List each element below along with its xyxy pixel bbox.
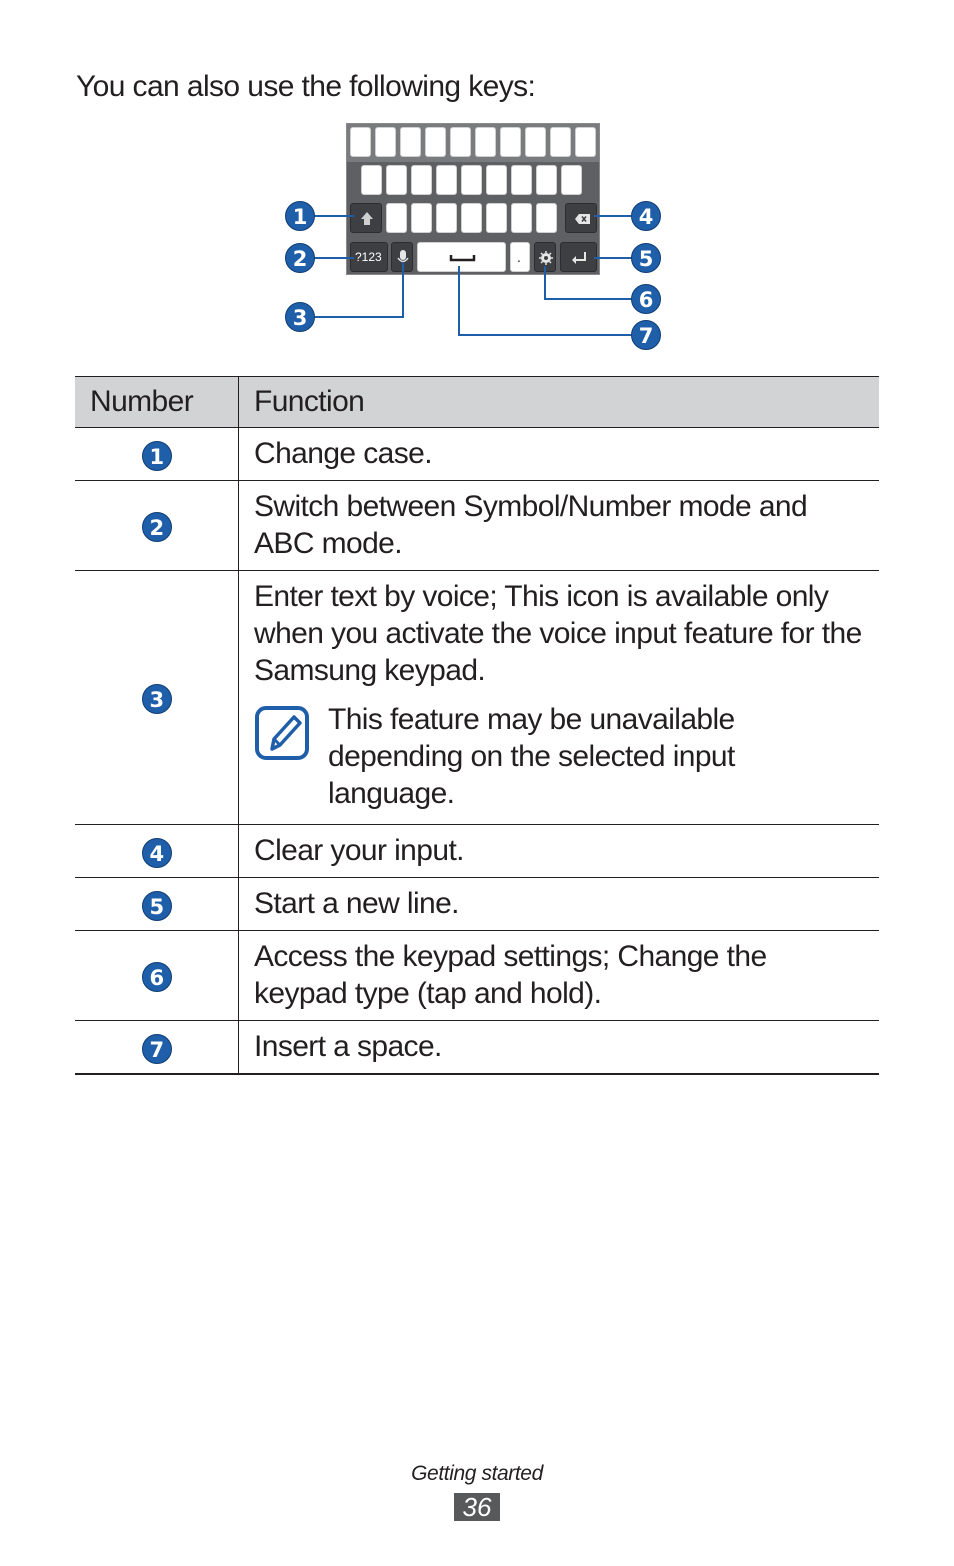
note-text: This feature may be unavailable depending on the selected input language. bbox=[328, 703, 735, 810]
page-number: 36 bbox=[454, 1493, 500, 1521]
table-row bbox=[75, 571, 879, 825]
callout-5: 5 bbox=[631, 243, 661, 273]
function-cell: Insert a space. bbox=[239, 1021, 880, 1075]
callout-1-leader bbox=[314, 215, 354, 217]
intro-text: You can also use the following keys: bbox=[76, 70, 536, 103]
backspace-icon bbox=[566, 204, 598, 234]
callout-4: 4 bbox=[631, 201, 661, 231]
shift-key bbox=[350, 203, 382, 233]
backspace-key bbox=[565, 203, 597, 233]
enter-key bbox=[560, 242, 597, 272]
letter-key bbox=[400, 127, 421, 157]
symbol-mode-key-label: ?123 bbox=[355, 250, 382, 264]
callout-7: 7 bbox=[631, 320, 661, 350]
callout-1: 1 bbox=[285, 201, 315, 231]
letter-key bbox=[486, 165, 507, 195]
letter-key bbox=[500, 127, 521, 157]
keyboard-illustration bbox=[346, 123, 600, 275]
letter-key bbox=[575, 127, 596, 157]
letter-key bbox=[461, 203, 482, 233]
letter-key bbox=[411, 203, 432, 233]
shift-arrow-icon bbox=[351, 204, 383, 234]
letter-key bbox=[486, 203, 507, 233]
letter-key bbox=[450, 127, 471, 157]
number-cell bbox=[75, 1021, 239, 1075]
letter-key bbox=[436, 203, 457, 233]
callout-7-leader-h bbox=[458, 334, 634, 336]
number-column-header: Number bbox=[75, 377, 239, 428]
callout-6: 6 bbox=[631, 284, 661, 314]
letter-key bbox=[550, 127, 571, 157]
function-cell: Clear your input. bbox=[239, 825, 880, 878]
callout-4-leader bbox=[594, 215, 634, 217]
letter-key bbox=[475, 127, 496, 157]
callout-3: 3 bbox=[285, 302, 315, 332]
number-cell bbox=[75, 825, 239, 878]
number-badge: 7 bbox=[142, 1034, 172, 1064]
callout-5-leader bbox=[594, 257, 634, 259]
letter-key bbox=[386, 203, 407, 233]
letter-key bbox=[436, 165, 457, 195]
space-key bbox=[417, 242, 506, 272]
number-cell bbox=[75, 428, 239, 481]
table-row bbox=[75, 931, 879, 1021]
number-badge: 5 bbox=[142, 891, 172, 921]
callout-7-leader-v bbox=[458, 266, 460, 336]
letter-key bbox=[386, 165, 407, 195]
table-row bbox=[75, 428, 879, 481]
letter-key bbox=[561, 165, 582, 195]
number-badge: 1 bbox=[142, 441, 172, 471]
letter-key bbox=[350, 127, 371, 157]
callout-6-leader-h bbox=[544, 298, 634, 300]
function-cell: Change case. bbox=[239, 428, 880, 481]
function-text: Enter text by voice; This icon is available only when you activate the voice input feature for the Samsung keypad. bbox=[254, 580, 862, 687]
function-cell: Switch between Symbol/Number mode and ABC mode. bbox=[239, 481, 880, 571]
letter-key bbox=[411, 165, 432, 195]
letter-key bbox=[536, 165, 557, 195]
gear-icon bbox=[535, 243, 557, 273]
function-cell: Access the keypad settings; Change the keypad type (tap and hold). bbox=[239, 931, 880, 1021]
callout-2-leader bbox=[314, 257, 354, 259]
callout-3-leader-h bbox=[314, 316, 404, 318]
enter-arrow-icon bbox=[561, 243, 598, 273]
function-column-header: Function bbox=[239, 377, 880, 428]
period-key bbox=[510, 242, 530, 272]
number-badge: 3 bbox=[142, 684, 172, 714]
function-cell: Start a new line. bbox=[239, 878, 880, 931]
letter-key bbox=[461, 165, 482, 195]
number-cell bbox=[75, 481, 239, 571]
table-row bbox=[75, 481, 879, 571]
keys-function-table bbox=[75, 376, 879, 1075]
period-key-label: . bbox=[517, 249, 521, 265]
number-cell bbox=[75, 571, 239, 825]
table-header-row bbox=[75, 377, 879, 428]
letter-key bbox=[375, 127, 396, 157]
note-pencil-icon bbox=[254, 705, 310, 761]
table-row bbox=[75, 825, 879, 878]
function-cell bbox=[239, 571, 880, 825]
number-badge: 6 bbox=[142, 962, 172, 992]
number-badge: 4 bbox=[142, 838, 172, 868]
letter-key bbox=[425, 127, 446, 157]
space-bar-icon bbox=[418, 243, 507, 273]
note-box bbox=[254, 701, 865, 812]
letter-key bbox=[361, 165, 382, 195]
table-row bbox=[75, 878, 879, 931]
symbol-mode-key bbox=[350, 242, 388, 272]
letter-key bbox=[511, 203, 532, 233]
callout-6-leader-v bbox=[544, 266, 546, 300]
number-cell bbox=[75, 878, 239, 931]
section-label: Getting started bbox=[411, 1462, 543, 1485]
number-cell bbox=[75, 931, 239, 1021]
letter-key bbox=[525, 127, 546, 157]
table-row bbox=[75, 1021, 879, 1075]
callout-2: 2 bbox=[285, 243, 315, 273]
letter-key bbox=[536, 203, 557, 233]
callout-3-leader-v bbox=[402, 262, 404, 318]
number-badge: 2 bbox=[142, 512, 172, 542]
letter-key bbox=[511, 165, 532, 195]
